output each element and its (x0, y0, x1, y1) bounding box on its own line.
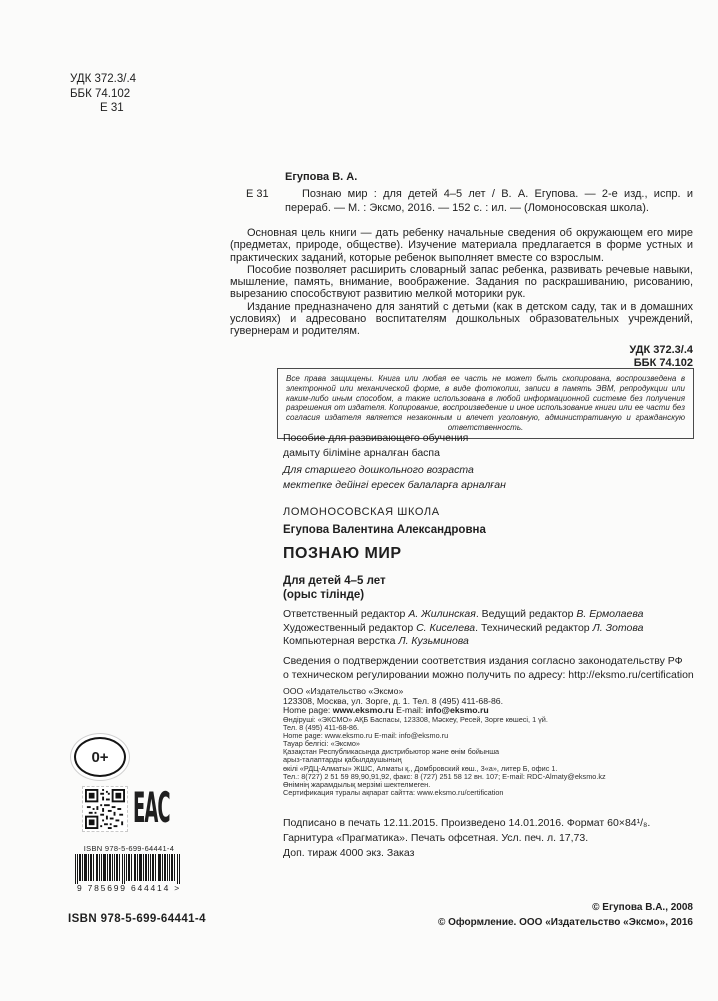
staff-line-3 (283, 635, 643, 649)
staff-name: В. Ермолаева (576, 608, 644, 620)
copyright-publisher: © Оформление. ООО «Издательство «Эксмо», 2016 (437, 916, 693, 928)
publisher-info-ru (283, 687, 503, 716)
staff-role: Компьютерная верстка (283, 635, 399, 647)
catalog-author: Егупова В. А. (285, 171, 358, 183)
annotation-paragraph-3: Издание предназначено для занятий с детьми (как в детском саду, так и в домашних условиях) и адресовано воспитателям дошкольных образовательных учреждений, гувернерам и родителям. (230, 300, 693, 338)
kz-distributor-3: өкілі «РДЦ-Алматы» ЖШС, Алматы қ., Домбровский көш., 3«а», литер Б, офис 1. (283, 763, 558, 773)
staff-line-2 (283, 622, 643, 636)
kz-distributor-2: арыз-талаптарды қабылдаушының (283, 755, 402, 765)
book-subtitle-age: Для детей 4–5 лет (283, 575, 386, 587)
staff-role: Художественный редактор (283, 621, 417, 634)
series-block (283, 431, 506, 520)
age-rating-label: 0+ (91, 748, 109, 766)
print-info (283, 816, 650, 861)
annotation-paragraph-1: Основная цель книги — дать ребенку начальные сведения об окружающем его мире (предметах, природе, обществе). Изучение материала предлагается в форме устных и практических заданий, которые ребенок выполняет вместе со взрослым. (230, 227, 693, 264)
annotation-paragraph-2: Пособие позволяет расширить словарный запас ребенка, развивать речевые навыки, мышление, память, внимание, воображение. Задания по раскрашиванию, рисованию, вырезанию способствуют развитию мелкой моторики рук. (230, 263, 693, 301)
staff-name: Л. Кузьминова (398, 635, 469, 647)
book-subtitle-lang: (орыс тілінде) (283, 589, 365, 601)
author-sign-code: Е 31 (100, 102, 124, 114)
qr-code (82, 786, 128, 832)
staff-name: А. Жилинская (408, 608, 476, 620)
staff-line-1 (283, 608, 643, 622)
eac-mark-label: ЕАС (133, 783, 170, 833)
publisher-name: ООО «Издательство «Эксмо» (283, 686, 404, 696)
staff-role: . Ведущий редактор (475, 608, 577, 620)
kz-contacts: Home page: www.eksmo.ru E-mail: info@eksmo.ru (283, 731, 449, 741)
catalog-description: Познаю мир : для детей 4–5 лет / В. А. Егупова. — 2-е изд., испр. и перераб. — М. : Эксмо, 2016. — 152 с. : ил. — (Ломоносовская школа). (285, 187, 693, 214)
editorial-staff (283, 608, 643, 649)
publisher-address: 123308, Москва, ул. Зорге, д. 1. Тел. 8 (495) 411-68-86. (283, 695, 504, 706)
staff-name: С. Киселева (416, 621, 476, 634)
title-block (283, 524, 486, 601)
email-address: info@eksmo.ru (425, 705, 489, 716)
staff-role: Ответственный редактор (283, 608, 409, 620)
copyright-lines (438, 901, 693, 930)
barcode-bars-icon (75, 854, 183, 884)
barcode-digits: 9 785699 644414 > (76, 883, 182, 893)
isbn-barcode (58, 844, 200, 893)
kz-trademark: Тауар белгісі: «Эксмо» (283, 739, 360, 749)
age-note-kz: мектепке дейінгі ересек балаларға арналған (283, 478, 506, 491)
staff-name: Л. Зотова (592, 621, 644, 634)
series-line-ru: Пособие для развивающего обучения (283, 432, 469, 444)
bbk-code-right: ББК 74.102 (633, 357, 693, 370)
print-run: Доп. тираж 4000 экз. Заказ (283, 847, 415, 859)
classification-codes (70, 72, 136, 116)
udk-code: УДК 372.3/.4 (70, 73, 137, 85)
homepage-url: www.eksmo.ru (332, 705, 394, 716)
qr-code-icon (85, 789, 125, 829)
kz-shelf-life: Өнімнің жарамдылық мерзімі шектелмеген. (283, 779, 431, 789)
author-full-name: Егупова Валентина Александровна (283, 524, 486, 536)
publisher-info-kz (283, 716, 606, 797)
footer-isbn: ISBN 978-5-699-64441-4 (68, 913, 206, 925)
kz-producer: Өндіруші: «ЭКСМО» АҚБ Баспасы, 123308, Мәскеу, Ресей, Зорге көшесі, 1 үй. (283, 715, 548, 724)
print-typeface: Гарнитура «Прагматика». Печать офсетная. Усл. печ. л. 17,73. (283, 832, 589, 844)
kz-distributor-phone: Тел.: 8(727) 2 51 59 89,90,91,92, факс: 8 (727) 251 58 12 вн. 107; E-mail: RDC-Almaty@eksmo.kz (283, 771, 606, 781)
udk-code-right: УДК 372.3/.4 (629, 343, 693, 356)
copyright-author: © Егупова В.А., 2008 (592, 902, 693, 913)
series-name: ЛОМОНОСОВСКАЯ ШКОЛА (283, 506, 440, 518)
barcode-isbn-label: ISBN 978-5-699-64441-4 (83, 844, 175, 853)
book-title: ПОЗНАЮ МИР (283, 545, 402, 562)
kz-certification: Сертификация туралы ақпарат сайтта: www.eksmo.ru/certification (283, 787, 504, 797)
kz-phone: Тел. 8 (495) 411-68-86. (283, 723, 360, 733)
rights-notice-box (277, 368, 694, 439)
homepage-label: Home page: (283, 705, 333, 716)
email-label: E-mail: (393, 705, 426, 716)
certification-line-2: о техническом регулировании можно получить по адресу: http://eksmo.ru/certification (283, 668, 694, 681)
series-line-kz: дамыту біліміне арналған баспа (283, 446, 440, 459)
certification-note (283, 655, 694, 682)
rights-notice-text: Все права защищены. Книга или любая ее часть не может быть скопирована, воспроизведена в электронной или механической форме, в виде фотокопии, записи в память ЭВМ, репродукции или каким-либо иным способом, а также использована в любой информационной системе без получения разрешения от издателя. Копирование, воспроизведение и иное использование книги или ее части без согласия издателя является незаконным и влечет уголовную, административную и гражданскую ответственность. (286, 374, 685, 432)
staff-role: . Технический редактор (475, 621, 593, 634)
eac-mark (133, 785, 175, 831)
bbk-code: ББК 74.102 (70, 87, 131, 100)
certification-line-1: Сведения о подтверждении соответствия издания согласно законодательству РФ (283, 655, 683, 667)
age-rating-badge (74, 737, 126, 777)
catalog-code: Е 31 (246, 187, 269, 200)
annotation (230, 227, 693, 371)
catalog-entry (230, 170, 693, 216)
print-date-format: Подписано в печать 12.11.2015. Произведено 14.01.2016. Формат 60×84¹/₈. (283, 817, 651, 829)
age-note-ru: Для старшего дошкольного возраста (283, 464, 474, 476)
kz-distributor-1: Қазақстан Республикасында дистрибьютор және өнім бойынша (283, 747, 500, 757)
